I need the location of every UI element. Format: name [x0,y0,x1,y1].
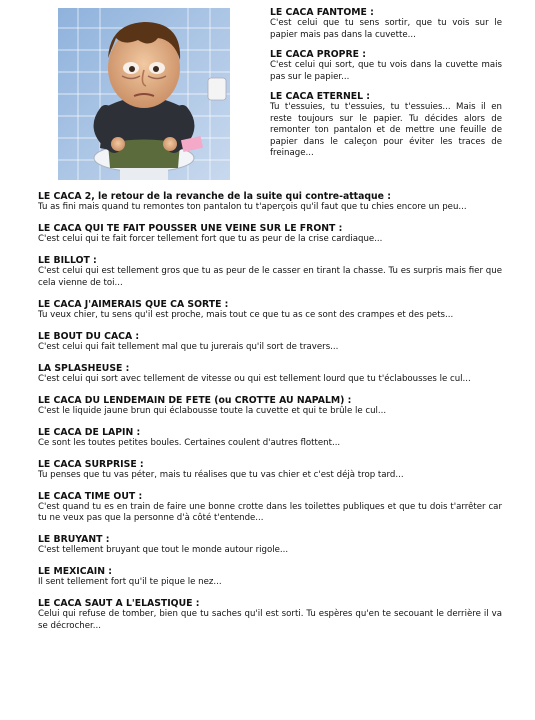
entry [38,395,502,418]
entry [38,331,502,354]
entry [270,49,502,83]
entry-title: LE CACA DE LAPIN : [38,426,141,438]
entry-body: C'est tellement bruyant que tout le monde autour rigole... [38,545,289,555]
cartoon-illustration [58,8,230,180]
entry-title: LE CACA ETERNEL : [270,91,370,102]
entry-title: LE BILLOT : [38,255,97,266]
entry-body: C'est celui qui fait tellement mal que tu jurerais qu'il sort de travers... [38,341,339,352]
entry-body: Tu veux chier, tu sens qu'il est proche, mais tout ce que tu as ce sont des crampes et des pets... [38,309,454,320]
entry [38,491,502,525]
entry-title: LA SPLASHEUSE : [38,362,130,374]
entry-body: C'est celui qui te fait forcer tellement fort que tu as peur de la crise cardiaque... [38,234,383,244]
cartoon-toilet-man-image [58,8,230,180]
top-entry-list [270,7,502,168]
entry-title: LE CACA SURPRISE : [38,458,144,470]
entry-title: LE CACA 2, le retour de la revanche de la suite qui contre-attaque : [38,191,391,202]
entry [38,534,502,557]
entry [38,459,502,482]
entry [38,427,502,450]
entry-body: Ce sont les toutes petites boules. Certaines coulent d'autres flottent... [38,437,341,448]
entry-body: C'est quand tu es en train de faire une bonne crotte dans les toilettes publiques et que tu dois t'arrêter car tu ne veux pas que la personne d'à côté t'entende... [38,501,502,523]
entry [38,363,502,386]
entry-title: LE CACA DU LENDEMAIN DE FETE (ou CROTTE AU NAPALM) : [38,394,352,406]
entry [38,191,502,214]
entry-title: LE CACA TIME OUT : [38,490,143,502]
entry [270,7,502,41]
entry-body: Il sent tellement fort qu'il te pique le nez... [38,577,222,587]
entry-body: C'est celui qui est tellement gros que tu as peur de le casser en tirant la chasse. Tu es surpris mais fier que cela vienne de toi... [38,266,502,288]
entry-body: Tu t'essuies, tu t'essuies, tu t'essuies... Mais il en reste toujours sur le papier. Tu décides alors de remonter ton pantalon et de mettre une feuille de papier dans le caleçon pour éviter les traces de freinage... [270,102,502,158]
entry-title: LE BOUT DU CACA : [38,330,140,342]
entry-body: C'est celui qui sort avec tellement de vitesse ou qui est tellement lourd que tu t'éclabousses le cul... [38,373,471,384]
entry [38,299,502,322]
entry-title: LE CACA SAUT A L'ELASTIQUE : [38,598,200,609]
entry-title: LE CACA QUI TE FAIT POUSSER UNE VEINE SUR LE FRONT : [38,223,343,234]
entry [38,566,502,589]
entry [38,223,502,246]
entry-list [38,191,502,642]
entry-title: LE CACA FANTOME : [270,7,374,18]
entry-body: C'est le liquide jaune brun qui éclabousse toute la cuvette et qui te brûle le cul... [38,405,387,416]
entry-title: LE MEXICAIN : [38,566,112,577]
entry-title: LE BRUYANT : [38,534,110,545]
entry [38,598,502,632]
entry-body: Tu as fini mais quand tu remontes ton pantalon tu t'aperçois qu'il faut que tu chies encore un peu... [38,202,467,212]
entry-body: Celui qui refuse de tomber, bien que tu saches qu'il est sorti. Tu espères qu'en te secouant le derrière il va se décrocher... [38,609,502,631]
entry-body: Tu penses que tu vas péter, mais tu réalises que tu vas chier et c'est déjà trop tard... [38,469,404,480]
entry-title: LE CACA PROPRE : [270,49,366,60]
entry-body: C'est celui qui sort, que tu vois dans la cuvette mais pas sur le papier... [270,60,502,82]
entry [38,255,502,289]
entry-title: LE CACA J'AIMERAIS QUE CA SORTE : [38,298,229,310]
entry-body: C'est celui que tu sens sortir, que tu vois sur le papier mais pas dans la cuvette... [270,18,502,40]
entry [270,91,502,160]
